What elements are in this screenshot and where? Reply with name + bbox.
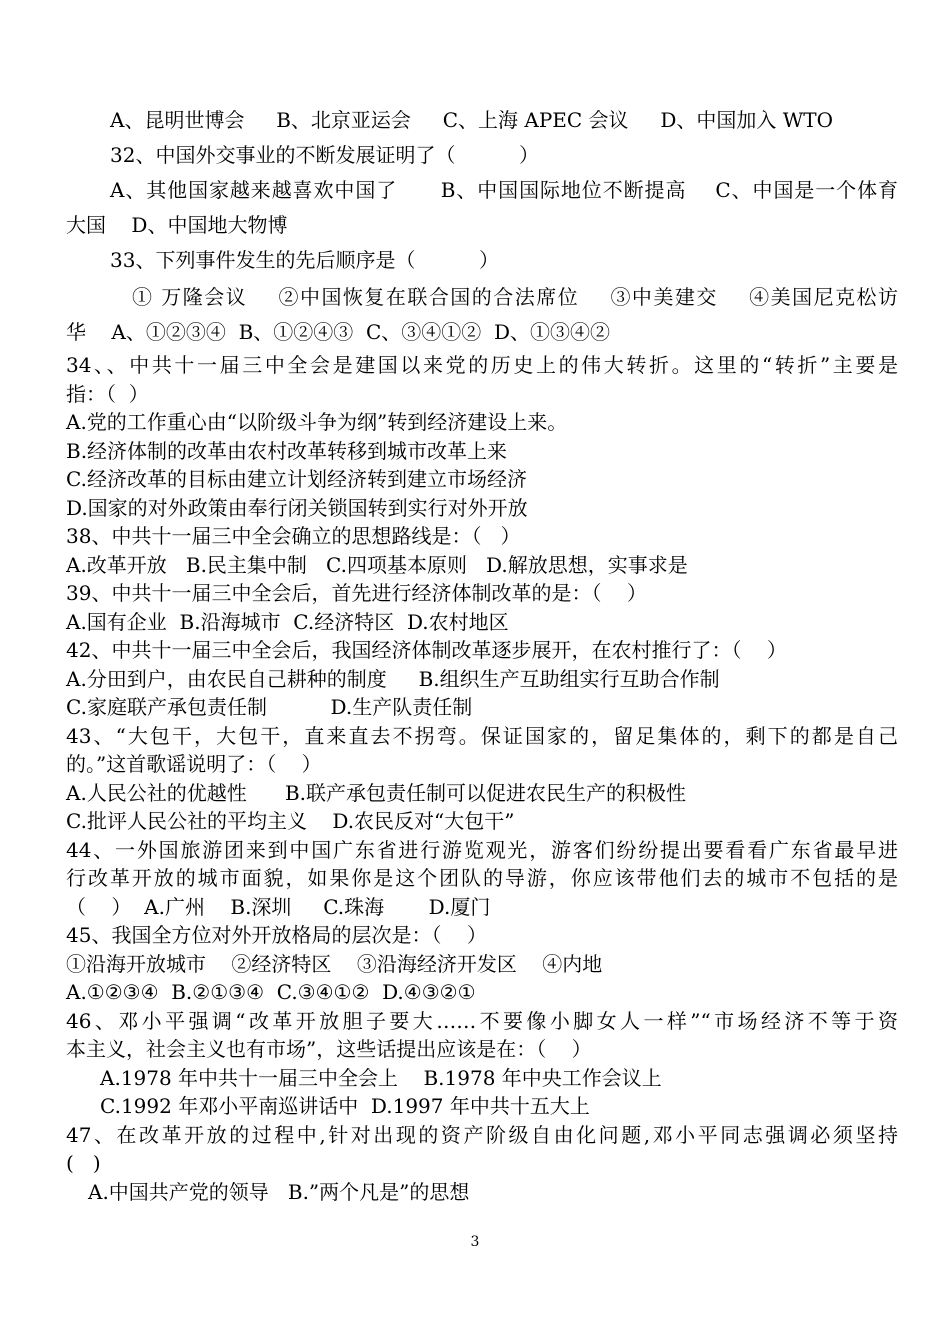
q32-question: 32、中国外交事业的不断发展证明了（ ） xyxy=(110,143,540,167)
q42-options-line2: C.家庭联产承包责任制 D.生产队责任制 xyxy=(66,695,473,719)
q46-options-line2: C.1992 年邓小平南巡讲话中 D.1997 年中共十五大上 xyxy=(100,1094,590,1118)
q32-options-line1: A、其他国家越来越喜欢中国了 B、中国国际地位不断提高 C、中国是一个体育 xyxy=(110,178,898,202)
q42-options-line1: A.分田到户，由农民自己耕种的制度 B.组织生产互助组实行互助合作制 xyxy=(66,667,720,691)
q39-question: 39、中共十一届三中全会后，首先进行经济体制改革的是：（ ） xyxy=(66,581,647,605)
q45-options: A.①②③④ B.②①③④ C.③④①② D.④③②① xyxy=(66,980,476,1004)
q34-question-line2: 指：（ ） xyxy=(66,382,149,406)
page-number: 3 xyxy=(470,1234,480,1250)
q39-options: A.国有企业 B.沿海城市 C.经济特区 D.农村地区 xyxy=(66,610,509,634)
q47-question-line1: 47、在改革开放的过程中,针对出现的资产阶级自由化问题,邓小平同志强调必须坚持 xyxy=(66,1123,898,1147)
q44-question-line2: 行改革开放的城市面貌，如果你是这个团队的导游，你应该带他们去的城市不包括的是 xyxy=(66,866,898,890)
q33-options: 华 A、①②③④ B、①②④③ C、③④①② D、①③④② xyxy=(66,320,611,344)
q34-option-b: B.经济体制的改革由农村改革转移到城市改革上来 xyxy=(66,439,508,463)
q34-option-a: A.党的工作重心由“以阶级斗争为纲”转到经济建设上来。 xyxy=(66,410,568,434)
q34-option-d: D.国家的对外政策由奉行闭关锁国转到实行对外开放 xyxy=(66,496,528,520)
q43-question-line1: 43、“大包干，大包干，直来直去不拐弯。保证国家的，留足集体的，剩下的都是自己 xyxy=(66,724,898,748)
q31-options: A、昆明世博会 B、北京亚运会 C、上海 APEC 会议 D、中国加入 WTO xyxy=(110,108,834,132)
q43-question-line2: 的。”这首歌谣说明了：（ ） xyxy=(66,752,322,776)
q33-question: 33、下列事件发生的先后顺序是（ ） xyxy=(110,248,500,272)
q34-option-c: C.经济改革的目标由建立计划经济转到建立市场经济 xyxy=(66,467,527,491)
q44-options: （ ） A.广州 B.深圳 C.珠海 D.厦门 xyxy=(66,895,491,919)
q46-question-line1: 46、邓小平强调“改革开放胆子要大……不要像小脚女人一样”“市场经济不等于资 xyxy=(66,1009,898,1033)
q46-options-line1: A.1978 年中共十一届三中全会上 B.1978 年中央工作会议上 xyxy=(100,1066,662,1090)
q46-question-line2: 本主义，社会主义也有市场”，这些话提出应该是在：（ ） xyxy=(66,1037,592,1061)
q33-events: ① 万隆会议 ②中国恢复在联合国的合法席位 ③中美建交 ④美国尼克松访 xyxy=(132,285,898,309)
q47-question-line2: ( ) xyxy=(66,1151,101,1175)
q38-question: 38、中共十一届三中全会确立的思想路线是：（ ） xyxy=(66,524,521,548)
q45-items: ①沿海开放城市 ②经济特区 ③沿海经济开发区 ④内地 xyxy=(66,952,603,976)
q47-options: A.中国共产党的领导 B.”两个凡是”的思想 xyxy=(88,1180,470,1204)
q38-options: A.改革开放 B.民主集中制 C.四项基本原则 D.解放思想，实事求是 xyxy=(66,553,688,577)
q45-question: 45、我国全方位对外开放格局的层次是：（ ） xyxy=(66,923,487,947)
q43-options-line2: C.批评人民公社的平均主义 D.农民反对“大包干” xyxy=(66,809,515,833)
q32-options-line2: 大国 D、中国地大物博 xyxy=(66,213,288,237)
q34-question-line1: 34、、中共十一届三中全会是建国以来党的历史上的伟大转折。这里的“转折”主要是 xyxy=(66,353,898,377)
q42-question: 42、中共十一届三中全会后，我国经济体制改革逐步展开，在农村推行了：（ ） xyxy=(66,638,787,662)
q44-question-line1: 44、一外国旅游团来到中国广东省进行游览观光，游客们纷纷提出要看看广东省最早进 xyxy=(66,838,898,862)
q43-options-line1: A.人民公社的优越性 B.联产承包责任制可以促进农民生产的积极性 xyxy=(66,781,686,805)
